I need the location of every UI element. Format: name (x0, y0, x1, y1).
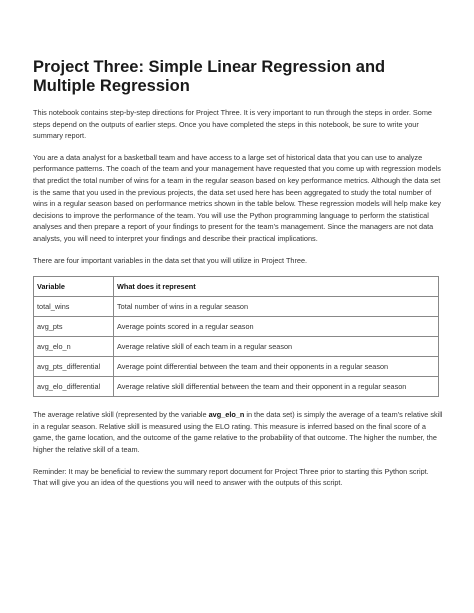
elo-text-after: in the data set) is simply the average of a team’s relative skill in a regular season. Relative skill is measured using the ELO rating. This measure is inferred based on the final score of a game, the game location, and the outcome of the game relative to the probability of that outcome. The higher the number, the higher the relative skill of a team. (33, 410, 443, 454)
table-cell-variable: avg_elo_n (34, 337, 114, 357)
reminder-paragraph: Reminder: It may be beneficial to review the summary report document for Project Three prior to starting this Python script. That will give you an idea of the questions you will need to answer with the outputs of this script. (33, 466, 429, 488)
table-header-variable: Variable (34, 277, 114, 297)
variables-intro-paragraph: There are four important variables in the data set that you will utilize in Project Three. (33, 255, 308, 265)
table-cell-variable: total_wins (34, 297, 114, 317)
table-cell-description: Average points scored in a regular season (114, 317, 439, 337)
elo-text-before: The average relative skill (represented by the variable (33, 410, 209, 420)
table-header-row (34, 277, 439, 297)
table-cell-description: Average relative skill of each team in a regular season (114, 337, 439, 357)
document-content (33, 58, 443, 499)
variables-table (33, 276, 439, 397)
table-cell-description: Total number of wins in a regular season (114, 297, 439, 317)
table-row (34, 377, 439, 397)
table-cell-variable: avg_pts (34, 317, 114, 337)
scenario-paragraph: You are a data analyst for a basketball team and have access to a large set of historical data that you can use to analyze performance patterns. The coach of the team and your management have requested that you come up with regression models that predict the total number of wins for a team in the regular season based on key performance metrics. Although the data set is the same that you used in the previous projects, the data set used here has been aggregated to study the total number of wins in a regular season based on performance metrics shown in the table below. These regression models will help make key decisions to improve the performance of the team. You will use the Python programming language to perform the statistical analyses and then prepare a report of your findings to present for the team’s management. Since the managers are not data analysts, you will need to interpret your findings and describe their practical implications. (33, 152, 441, 243)
intro-paragraph: This notebook contains step-by-step directions for Project Three. It is very important to run through the steps in order. Some steps depend on the outputs of earlier steps. Once you have completed the steps in this notebook, be sure to write your summary report. (33, 108, 432, 141)
table-row (34, 357, 439, 377)
elo-variable-name: avg_elo_n (208, 410, 245, 420)
table-header-description: What does it represent (114, 277, 439, 297)
elo-paragraph (33, 409, 443, 455)
table-row (34, 317, 439, 337)
table-cell-description: Average point differential between the team and their opponents in a regular season (114, 357, 439, 377)
table-row (34, 337, 439, 357)
table-cell-variable: avg_pts_differential (34, 357, 114, 377)
table-cell-description: Average relative skill differential between the team and their opponent in a regular season (114, 377, 439, 397)
page-title: Project Three: Simple Linear Regression and Multiple Regression (33, 58, 386, 95)
table-cell-variable: avg_elo_differential (34, 377, 114, 397)
table-row (34, 297, 439, 317)
